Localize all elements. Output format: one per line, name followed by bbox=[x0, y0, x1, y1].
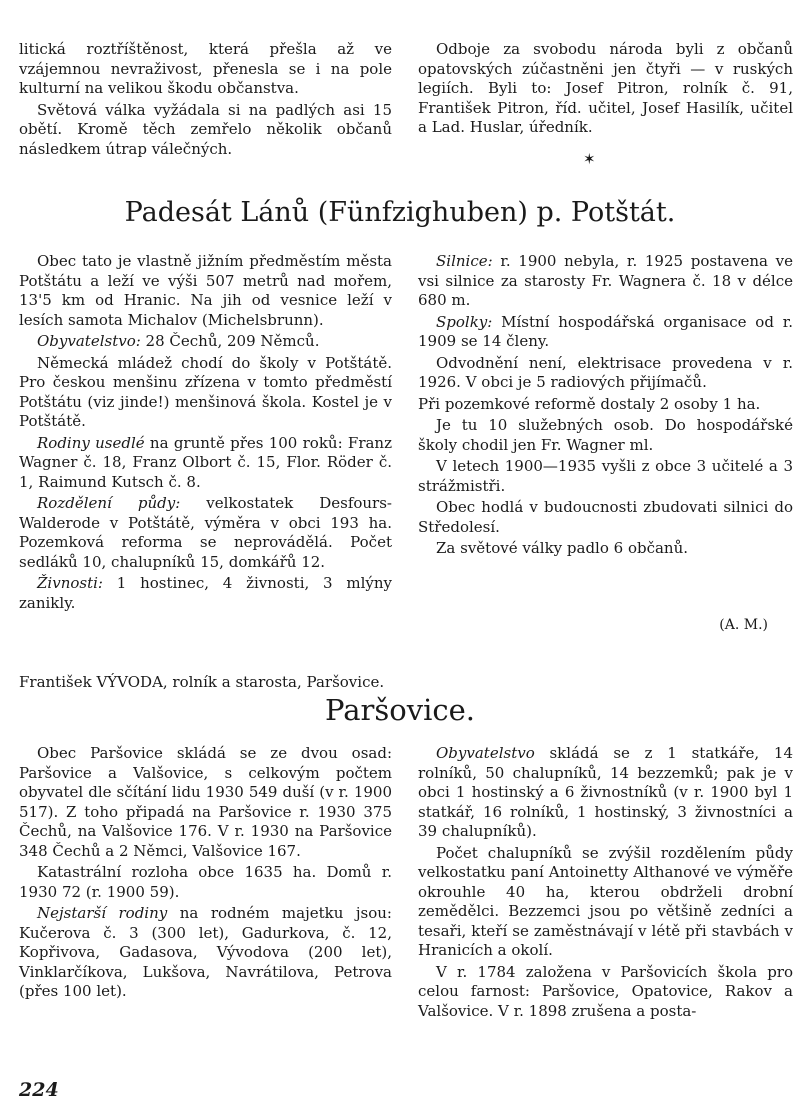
paragraph bbox=[19, 574, 392, 613]
section-divider-asterisk: ✶ bbox=[583, 150, 596, 168]
paragraph-label: Rodiny usedlé bbox=[37, 433, 145, 452]
paragraph bbox=[19, 904, 392, 1002]
paragraph-label: Nejstarší rodiny bbox=[37, 904, 168, 922]
paragraph bbox=[418, 744, 793, 842]
paragraph-text: Při pozemkové reformě dostaly 2 osoby 1 ha. bbox=[418, 394, 761, 413]
paragraph bbox=[418, 498, 793, 537]
paragraph bbox=[19, 354, 392, 432]
author-line: František VÝVODA, rolník a starosta, Paršovice. bbox=[19, 673, 385, 691]
paragraph-label: Obyvatelstvo bbox=[436, 744, 535, 762]
top-left-column bbox=[19, 40, 392, 161]
paragraph-text: Katastrální rozloha obce 1635 ha. Domů r. 1930 72 (r. 1900 59). bbox=[19, 863, 392, 901]
paragraph bbox=[418, 963, 793, 1022]
paragraph bbox=[418, 354, 793, 393]
paragraph-label: Silnice: bbox=[436, 252, 493, 270]
paragraph bbox=[418, 539, 793, 559]
paragraph-text: Odvodnění není, elektrisace provedena v r. 1926. V obci je 5 radiových přijímačů. bbox=[418, 353, 793, 391]
paragraph-text: velkostatek Desfours-Walderode v Potštátě, výměra v obci 193 ha. Pozemková reforma se neprovádělá. Počet sedláků 10, chalupníků 15, domkářů 12. bbox=[19, 494, 392, 571]
section-title-parsovice: Paršovice. bbox=[325, 693, 475, 727]
paragraph bbox=[19, 332, 392, 352]
page-number: 224 bbox=[19, 1079, 59, 1101]
paragraph-text: Obec tato je vlastně jižním předměstím města Potštátu a leží ve výši 507 metrů nad mořem, 13'5 km od Hranic. Na jih od vesnice leží v lesích samota Michalov (Michelsbrunn). bbox=[19, 252, 392, 329]
paragraph bbox=[418, 395, 793, 415]
section2-right-column bbox=[418, 744, 793, 1023]
paragraph bbox=[19, 863, 392, 902]
paragraph-label: Živnosti: bbox=[37, 574, 103, 592]
paragraph-text: V letech 1900—1935 vyšli z obce 3 učitelé a 3 strážmistři. bbox=[418, 457, 793, 495]
paragraph bbox=[418, 313, 793, 352]
paragraph-text: na gruntě přes 100 roků: Franz Wagner č. 18, Franz Olbort č. 15, Flor. Röder č. 1, Raimund Kutsch č. 8. bbox=[19, 433, 393, 491]
paragraph-text: Za světové války padlo 6 občanů. bbox=[436, 539, 689, 557]
paragraph bbox=[19, 434, 392, 493]
paragraph-text: 28 Čechů, 209 Němců. bbox=[140, 332, 320, 350]
paragraph-text: V r. 1784 založena v Paršovicích škola pro celou farnost: Paršovice, Opatovice, Rakov a Valšovice. V r. 1898 zrušena a posta- bbox=[418, 962, 793, 1020]
paragraph-text: Je tu 10 služebných osob. Do hospodářské školy chodil jen Fr. Wagner ml. bbox=[418, 416, 793, 454]
paragraph-text: 1 hostinec, 4 živnosti, 3 mlýny zanikly. bbox=[19, 574, 392, 612]
paragraph-text: Obec Paršovice skládá se ze dvou osad: Paršovice a Valšovice, s celkovým počtem obyvatel dle sčítání lidu 1930 549 duší (v r. 1900 517). Z toho připadá na Paršovice r. 1930 375 Čechů, na Valšovice 176. V r. 1930 na Paršovice 348 Čechů a 2 Němci, Valšovice 167. bbox=[19, 744, 392, 860]
paragraph-text: skládá se z 1 statkáře, 14 rolníků, 50 chalupníků, 14 bezzemků; pak je v obci 1 hostinský a 6 živnostníků (v r. 1900 byl 1 statkář, 16 rolníků, 1 hostinský, 3 živnostníci a 39 chalupníků). bbox=[418, 744, 793, 840]
paragraph bbox=[19, 252, 392, 330]
section2-left-column bbox=[19, 744, 392, 1004]
paragraph bbox=[418, 416, 793, 455]
paragraph-label: Spolky: bbox=[436, 312, 493, 331]
paragraph-text: Německá mládež chodí do školy v Potštátě. Pro českou menšinu zřízena v tomto předměstí Potštátu (viz jinde!) menšinová škola. Kostel je v Potštátě. bbox=[19, 353, 392, 430]
section1-right-column bbox=[418, 252, 793, 561]
paragraph bbox=[418, 252, 793, 311]
paragraph bbox=[418, 457, 793, 496]
paragraph-label: Rozdělení půdy: bbox=[37, 494, 181, 512]
paragraph-text: r. 1900 nebyla, r. 1925 postavena ve vsi silnice za starosty Fr. Wagnera č. 18 v délce 680 m. bbox=[418, 252, 793, 309]
paragraph bbox=[19, 494, 392, 572]
paragraph: Světová válka vyžádala si na padlých asi 15 obětí. Kromě těch zemřelo několik občanů následkem útrap válečných. bbox=[19, 100, 392, 158]
paragraph: Odboje za svobodu národa byli z občanů opatovských zúčastněni jen čtyři — v ruských legiích. Byli to: Josef Pitron, rolník č. 91, František Pitron, říd. učitel, Josef Hasilík, učitel a Lad. Huslar, úředník. bbox=[418, 40, 793, 136]
paragraph bbox=[418, 844, 793, 961]
section1-left-column bbox=[19, 252, 392, 615]
section-title-padesat-lanu: Padesát Lánů (Fünfzighuben) p. Potštát. bbox=[124, 197, 676, 228]
paragraph-text: Místní hospodářská organisace od r. 1909 se 14 členy. bbox=[418, 312, 793, 350]
top-right-column bbox=[418, 40, 793, 140]
author-initials: (A. M.) bbox=[719, 617, 768, 633]
paragraph-text: Obec hodlá v budoucnosti zbudovati silnici do Středolesí. bbox=[418, 498, 793, 536]
paragraph: litická roztříštěnost, která přešla až ve vzájemnou nevraživost, přenesla se i na pole kulturní na velikou škodu občanstva. bbox=[19, 40, 392, 97]
paragraph-text: Počet chalupníků se zvýšil rozdělením půdy velkostatku paní Antoinetty Althanové ve výměře okrouhle 40 ha, kterou obdrželi drobní zemědělci. Bezzemci jsou po většině zedníci a tesaři, kteří se zaměstnávají v létě při stavbách v Hranicích a okolí. bbox=[418, 843, 793, 959]
paragraph-label: Obyvatelstvo: bbox=[37, 332, 141, 350]
paragraph bbox=[19, 744, 392, 861]
paragraph-text: na rodném majetku jsou: Kučerova č. 3 (300 let), Gadurkova, č. 12, Kopřivova, Gadasova, Vývodova (200 let), Vinklarčíkova, Lukšova, Navrátilova, Petrova (přes 100 let). bbox=[19, 904, 392, 1000]
